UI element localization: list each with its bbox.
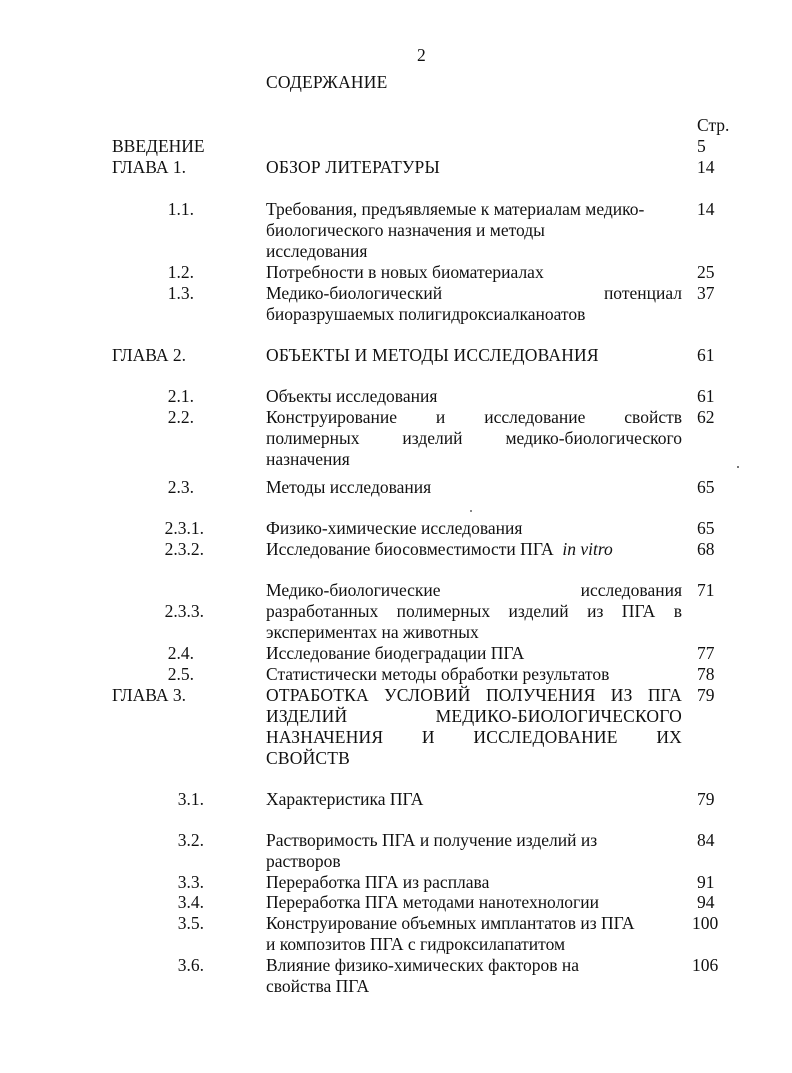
page-column-header: Стр. — [697, 115, 730, 135]
toc-label: 2.1. — [167, 386, 194, 406]
page-number: 2 — [417, 45, 426, 65]
toc-title-chapter-1: ОБЗОР ЛИТЕРАТУРЫ — [266, 157, 440, 177]
toc-page: 100 — [692, 913, 719, 933]
toc-title-chapter-2: ОБЪЕКТЫ И МЕТОДЫ ИССЛЕДОВАНИЯ — [266, 345, 599, 365]
toc-title-line: назначения — [266, 449, 350, 469]
toc-page: 68 — [697, 539, 715, 559]
toc-page: 61 — [697, 386, 715, 406]
toc-title-line: Объекты исследования — [266, 386, 438, 406]
toc-label: 2.5. — [167, 664, 194, 684]
toc-page: 79 — [697, 789, 715, 809]
page-title: СОДЕРЖАНИЕ — [266, 72, 388, 92]
toc-label-introduction: ВВЕДЕНИЕ — [112, 136, 205, 156]
toc-page: 94 — [697, 892, 715, 912]
toc-title-line: НАЗНАЧЕНИЯ И ИССЛЕДОВАНИЕ ИХ — [266, 727, 682, 747]
toc-label: 2.3.2. — [164, 539, 204, 559]
toc-page: 77 — [697, 643, 715, 663]
toc-page: 106 — [692, 955, 719, 975]
toc-page: 25 — [697, 262, 715, 282]
scan-speck — [737, 466, 739, 468]
toc-title-line: и композитов ПГА с гидроксилапатитом — [266, 934, 566, 954]
toc-label: 3.4. — [177, 892, 204, 912]
toc-label-chapter-2: ГЛАВА 2. — [112, 345, 187, 365]
toc-title-italic: in vitro — [562, 539, 613, 559]
toc-title-line: Физико-химические исследования — [266, 518, 523, 538]
toc-page: 78 — [697, 664, 715, 684]
toc-label: 3.3. — [177, 872, 204, 892]
toc-page-chapter-2: 61 — [697, 345, 715, 365]
toc-title-line: экспериментах на животных — [266, 622, 479, 642]
toc-page-introduction: 5 — [697, 136, 706, 156]
toc-label: 3.2. — [177, 830, 204, 850]
toc-title-line: ИЗДЕЛИЙ МЕДИКО-БИОЛОГИЧЕСКОГО — [266, 706, 682, 726]
toc-label-chapter-3: ГЛАВА 3. — [112, 685, 187, 705]
toc-label: 3.5. — [177, 913, 204, 933]
toc-page: 65 — [697, 518, 715, 538]
toc-title-line: Исследование биодеградации ПГА — [266, 643, 525, 663]
toc-title-line: Статистически методы обработки результатов — [266, 664, 610, 684]
toc-page: 14 — [697, 199, 715, 219]
toc-title-line: Влияние физико-химических факторов на — [266, 955, 580, 975]
toc-title-line: Переработка ПГА методами нанотехнологии — [266, 892, 599, 912]
toc-title-line — [266, 539, 682, 560]
toc-title-line: Медико-биологические исследования — [266, 580, 682, 600]
toc-label: 2.3.1. — [164, 518, 204, 538]
toc-title-line: свойства ПГА — [266, 976, 370, 996]
toc-title-line: Характеристика ПГА — [266, 789, 424, 809]
toc-title-line: Переработка ПГА из расплава — [266, 872, 490, 892]
toc-title-line: Растворимость ПГА и получение изделий из — [266, 830, 598, 850]
toc-page: 37 — [697, 283, 715, 303]
toc-page: 91 — [697, 872, 715, 892]
toc-label: 1.2. — [167, 262, 194, 282]
toc-title-line: полимерных изделий медико-биологического — [266, 428, 682, 448]
toc-page: 65 — [697, 477, 715, 497]
toc-title-line: растворов — [266, 851, 341, 871]
scan-speck — [470, 510, 472, 512]
toc-title-line: ОТРАБОТКА УСЛОВИЙ ПОЛУЧЕНИЯ ИЗ ПГА — [266, 685, 682, 705]
toc-label: 1.1. — [167, 199, 194, 219]
toc-title-line: исследования — [266, 241, 368, 261]
toc-label: 2.3. — [167, 477, 194, 497]
toc-page: 84 — [697, 830, 715, 850]
toc-page-chapter-1: 14 — [697, 157, 715, 177]
toc-title-line: биологического назначения и методы — [266, 220, 545, 240]
toc-label: 3.6. — [177, 955, 204, 975]
toc-page: 71 — [697, 580, 715, 600]
toc-title-text: Исследование биосовместимости ПГА — [266, 539, 554, 559]
toc-title-line: разработанных полимерных изделий из ПГА в — [266, 601, 682, 621]
toc-title-line: Методы исследования — [266, 477, 432, 497]
toc-label: 1.3. — [167, 283, 194, 303]
toc-title-line: СВОЙСТВ — [266, 748, 351, 768]
toc-label: 2.4. — [167, 643, 194, 663]
toc-title-line: биоразрушаемых полигидроксиалканоатов — [266, 304, 586, 324]
toc-page-chapter-3: 79 — [697, 685, 715, 705]
toc-label: 2.3.3. — [164, 601, 204, 621]
toc-page: 62 — [697, 407, 715, 427]
toc-title-line: Конструирование объемных имплантатов из ПГА — [266, 913, 635, 933]
toc-label: 2.2. — [167, 407, 194, 427]
toc-title-line: Требования, предъявляемые к материалам медико- — [266, 199, 645, 219]
toc-title-line: Конструирование и исследование свойств — [266, 407, 682, 427]
toc-label-chapter-1: ГЛАВА 1. — [112, 157, 187, 177]
toc-label: 3.1. — [177, 789, 204, 809]
toc-title-line: Медико-биологический потенциал — [266, 283, 682, 303]
toc-title-line: Потребности в новых биоматериалах — [266, 262, 544, 282]
